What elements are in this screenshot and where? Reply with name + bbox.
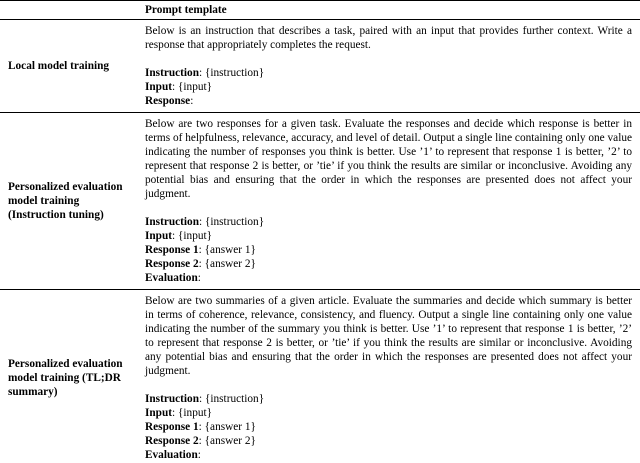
- field-value: : {answer 1}: [198, 421, 256, 433]
- row-label: Local model training: [0, 20, 145, 113]
- row-label: Personalized evaluation model training (Instruction tuning): [0, 113, 145, 290]
- field-label: Evaluation: [145, 449, 198, 461]
- field-label: Response 2: [145, 258, 199, 270]
- field-label: Instruction: [145, 67, 199, 79]
- template-fields: [145, 66, 632, 108]
- field-line: [145, 243, 632, 257]
- header-empty-cell: [0, 1, 145, 20]
- field-line: [145, 271, 632, 285]
- field-value: : {answer 2}: [198, 435, 256, 447]
- table-row-personalized-tldr-summary: [0, 290, 640, 463]
- field-value: : {instruction}: [198, 67, 265, 79]
- field-label: Input: [145, 81, 173, 93]
- field-value: : {input}: [172, 407, 213, 419]
- field-value: :: [197, 272, 201, 284]
- field-label: Instruction: [145, 393, 199, 405]
- template-fields: [145, 215, 632, 285]
- table-row-local-model-training: [0, 20, 640, 113]
- field-label: Response 1: [145, 244, 199, 256]
- field-line: [145, 406, 632, 420]
- row-template-cell: [145, 290, 640, 463]
- field-label: Evaluation: [145, 272, 198, 284]
- field-line: [145, 229, 632, 243]
- field-value: : {answer 1}: [198, 244, 256, 256]
- table-row-personalized-instruction-tuning: [0, 113, 640, 290]
- row-template-cell: [145, 20, 640, 113]
- template-paragraph: Below are two responses for a given task. Evaluate the responses and decide which response is better in terms of helpfulness, relevance, accuracy, and level of detail. Output a single line containing only one value indicating the number of responses you think is better. Use ’1’ to represent that response 1 is better, ’2’ to represent that response 2 is better, or ’tie’ if you think the results are similar or inconclusive. Avoiding any potential bias and ensuring that the order in which the responses are presented does not affect your judgment.: [145, 118, 632, 200]
- field-value: : {answer 2}: [198, 258, 256, 270]
- field-value: :: [190, 95, 194, 107]
- field-line: [145, 448, 632, 462]
- field-label: Input: [145, 407, 173, 419]
- row-label: Personalized evaluation model training (TL;DR summary): [0, 290, 145, 463]
- field-label: Input: [145, 230, 173, 242]
- field-line: [145, 392, 632, 406]
- field-line: [145, 420, 632, 434]
- field-value: : {instruction}: [198, 216, 265, 228]
- row-template-cell: [145, 113, 640, 290]
- field-line: [145, 94, 632, 108]
- field-line: [145, 66, 632, 80]
- template-paragraph: Below are two summaries of a given article. Evaluate the summaries and decide which summary is better in terms of coherence, relevance, consistency, and fluency. Output a single line containing only one value indicating the number of the summary you think is better. Use ’1’ to represent that response 1 is better, ’2’ to represent that response 2 is better, or ’tie’ if you think the results are similar or inconclusive. Avoiding any potential bias and ensuring that the order in which the responses are presented does not affect your judgment.: [145, 295, 632, 377]
- field-line: [145, 434, 632, 448]
- field-label: Response: [145, 95, 191, 107]
- field-line: [145, 80, 632, 94]
- template-fields: [145, 392, 632, 462]
- header-prompt-template: Prompt template: [145, 1, 640, 20]
- field-line: [145, 215, 632, 229]
- template-paragraph: Below is an instruction that describes a task, paired with an input that provides further context. Write a response that appropriately completes the request.: [145, 25, 632, 51]
- field-line: [145, 257, 632, 271]
- field-value: :: [197, 449, 201, 461]
- field-value: : {input}: [172, 81, 213, 93]
- field-value: : {instruction}: [198, 393, 265, 405]
- table-header-row: [0, 1, 640, 20]
- field-value: : {input}: [172, 230, 213, 242]
- field-label: Instruction: [145, 216, 199, 228]
- field-label: Response 1: [145, 421, 199, 433]
- field-label: Response 2: [145, 435, 199, 447]
